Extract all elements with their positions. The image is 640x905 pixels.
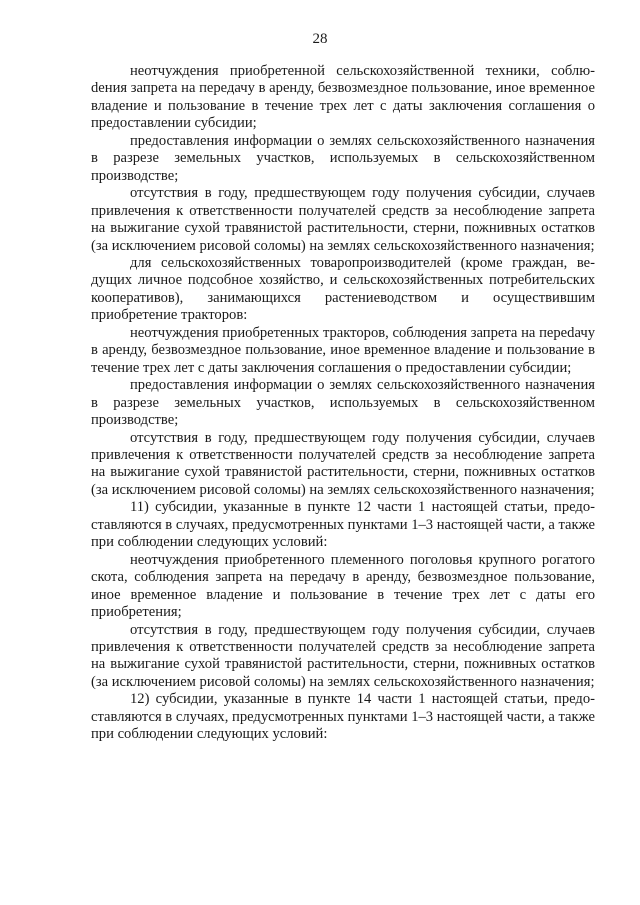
page-number: 28 — [312, 31, 328, 47]
paragraph: отсутствия в году, предшествующем году получения субсидии, случаев привлечения к ответственности получателей средств за несоблюдение запрета на выжигание сухой травянистой растительности, стерни, пожнивных остатков (за исключением рисовой соломы) на землях сельскохозяйственного назначения; — [91, 185, 595, 254]
paragraph: 12) субсидии, указанные в пункте 14 части 1 настоящей статьи, предоставляются в случаях, предусмотренных пунктами 1–3 настоящей части, а также при соблюдении следующих условий: — [91, 691, 595, 743]
paragraph: неотчуждения приобретенных тракторов, соблюдения запрета на переdачу в аренду, безвозмездное пользование, иное временное владение и пользование в течение трех лет с даты заключения соглашения о предоставлении субсидии; — [91, 324, 595, 376]
paragraph: неотчуждения приобретенной сельскохозяйственной техники, соблюdения запрета на передачу в аренду, безвозмездное пользование, иное временное владение и пользование в течение трех лет с даты заключения соглашения о предоставлении субсидии; — [91, 63, 595, 132]
paragraph: для сельскохозяйственных товаропроизводителей (кроме граждан, ведущих личное подсобное хозяйство, и сельскохозяйственных потребительских кооперативов), занимающихся растениеводством и осуществившим приобретение тракторов: — [91, 254, 595, 324]
paragraph: предоставления информации о землях сельскохозяйственного назначения в разрезе земельных участков, используемых в сельскохозяйственном производстве; — [91, 132, 595, 184]
paragraph: отсутствия в году, предшествующем году получения субсидии, случаев привлечения к ответственности получателей средств за несоблюдение запрета на выжигание сухой травянистой растительности, стерни, пожнивных остатков (за исключением рисовой соломы) на землях сельскохозяйственного назначения; — [91, 621, 595, 690]
document-body — [91, 63, 595, 744]
paragraph: отсутствия в году, предшествующем году получения субсидии, случаев привлечения к ответственности получателей средств за несоблюдение запрета на выжигание сухой травянистой растительности, стерни, пожнивных остатков (за исключением рисовой соломы) на землях сельскохозяйственного назначения; — [91, 429, 595, 498]
paragraph: 11) субсидии, указанные в пункте 12 части 1 настоящей статьи, предоставляются в случаях, предусмотренных пунктами 1–3 настоящей части, а также при соблюдении следующих условий: — [91, 499, 595, 551]
paragraph: предоставления информации о землях сельскохозяйственного назначения в разрезе земельных участков, используемых в сельскохозяйственном производстве; — [91, 377, 595, 429]
paragraph: неотчуждения приобретенного племенного поголовья крупного рогатого скота, соблюдения запрета на передачу в аренду, безвозмездное пользование, иное временное владение и пользование в течение трех лет с даты его приобретения; — [91, 551, 595, 621]
